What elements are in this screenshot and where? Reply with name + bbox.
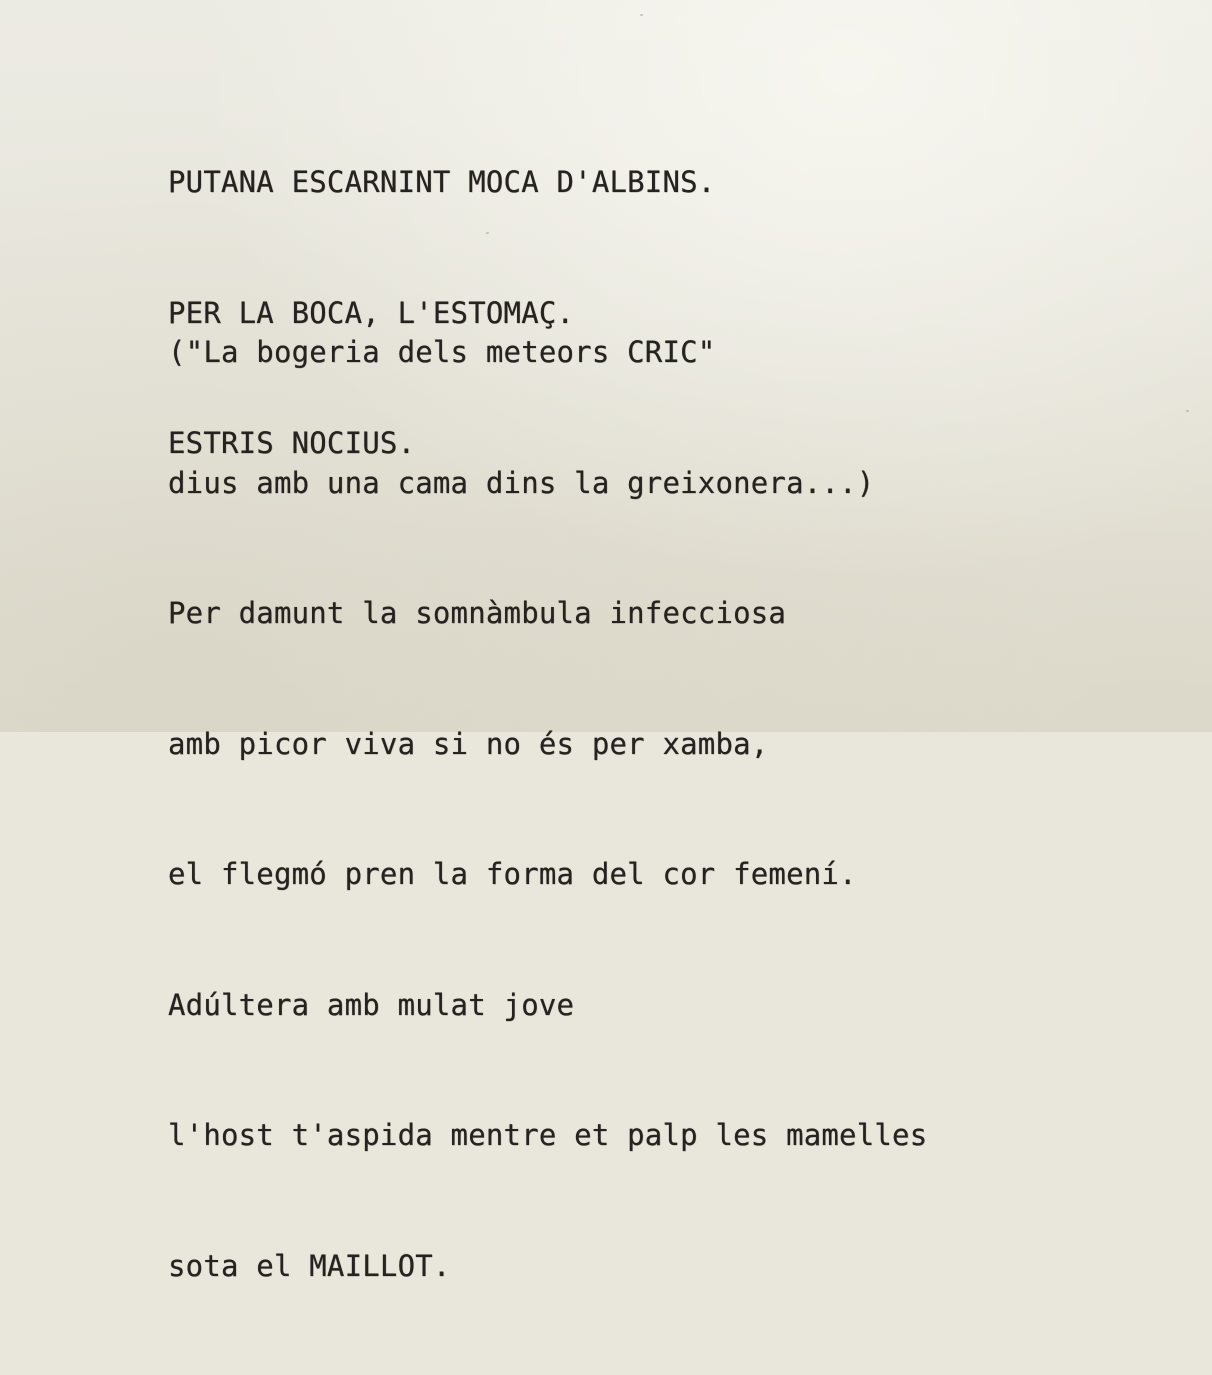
stanza-2 bbox=[168, 244, 927, 1375]
stanza-1-line-2: PER LA BOCA, L'ESTOMAÇ. bbox=[168, 295, 575, 330]
stanza-1-line-1: PUTANA ESCARNINT MOCA D'ALBINS. bbox=[168, 165, 716, 199]
stanza-2-line-4: amb picor viva si no és per xamba, bbox=[168, 726, 769, 761]
stanza-2-line-2: dius amb una cama dins la greixonera...) bbox=[168, 465, 875, 500]
stanza-2-line-5: el flegmó pren la forma del cor femení. bbox=[168, 857, 857, 891]
paper-speck bbox=[640, 14, 643, 16]
stanza-2-line-3: Per damunt la somnàmbula infecciosa bbox=[168, 596, 787, 630]
stanza-1-line-3: ESTRIS NOCIUS. bbox=[168, 426, 416, 460]
stanza-2-line-1: ("La bogeria dels meteors CRIC" bbox=[168, 335, 716, 369]
paper-speck bbox=[1186, 410, 1189, 412]
stanza-2-line-7: l'host t'aspida mentre et palp les mamelles bbox=[168, 1118, 928, 1152]
stanza-2-line-8: sota el MAILLOT. bbox=[168, 1248, 451, 1283]
stanza-2-line-6: Adúltera amb mulat jove bbox=[168, 987, 575, 1022]
